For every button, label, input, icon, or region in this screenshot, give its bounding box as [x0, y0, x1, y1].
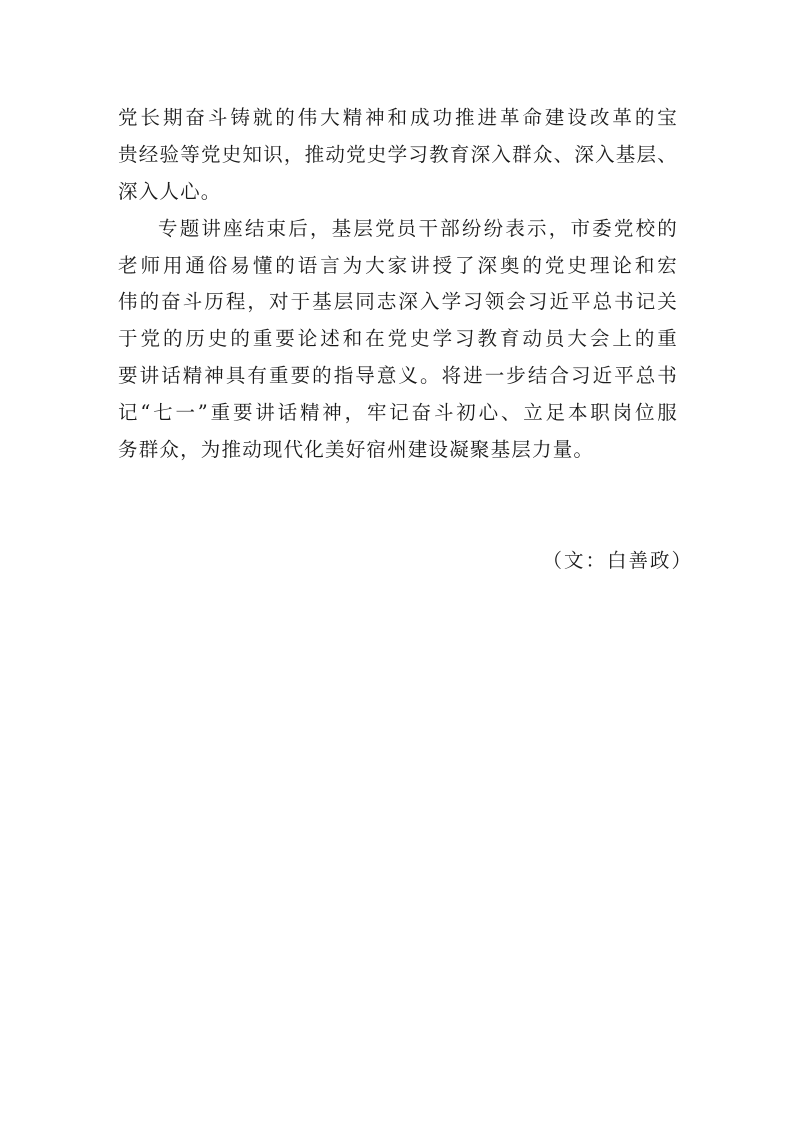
- text-line: 于党的历史的重要论述和在党史学习教育动员大会上的重: [118, 327, 678, 351]
- text-line: 记“七一”重要讲话精神，牢记奋斗初心、立足本职岗位服: [118, 401, 678, 425]
- text-line: 务群众，为推动现代化美好宿州建设凝聚基层力量。: [118, 438, 595, 462]
- text-line: 老师用通俗易懂的语言为大家讲授了深奥的党史理论和宏: [118, 253, 678, 277]
- author-attribution: （文：白善政）: [542, 549, 693, 572]
- paragraph-1: [118, 100, 678, 211]
- text-line: 深入人心。: [118, 179, 222, 203]
- text-line: 伟的奋斗历程，对于基层同志深入学习领会习近平总书记关: [118, 290, 678, 314]
- text-line: 贵经验等党史知识，推动党史学习教育深入群众、深入基层、: [118, 142, 678, 166]
- paragraph-2: [118, 211, 678, 469]
- text-line: 党长期奋斗铸就的伟大精神和成功推进革命建设改革的宝: [118, 106, 678, 129]
- text-line: 专题讲座结束后，基层党员干部纷纷表示，市委党校的: [158, 216, 678, 240]
- article-body: [118, 100, 678, 469]
- text-line: 要讲话精神具有重要的指导意义。将进一步结合习近平总书: [118, 364, 678, 388]
